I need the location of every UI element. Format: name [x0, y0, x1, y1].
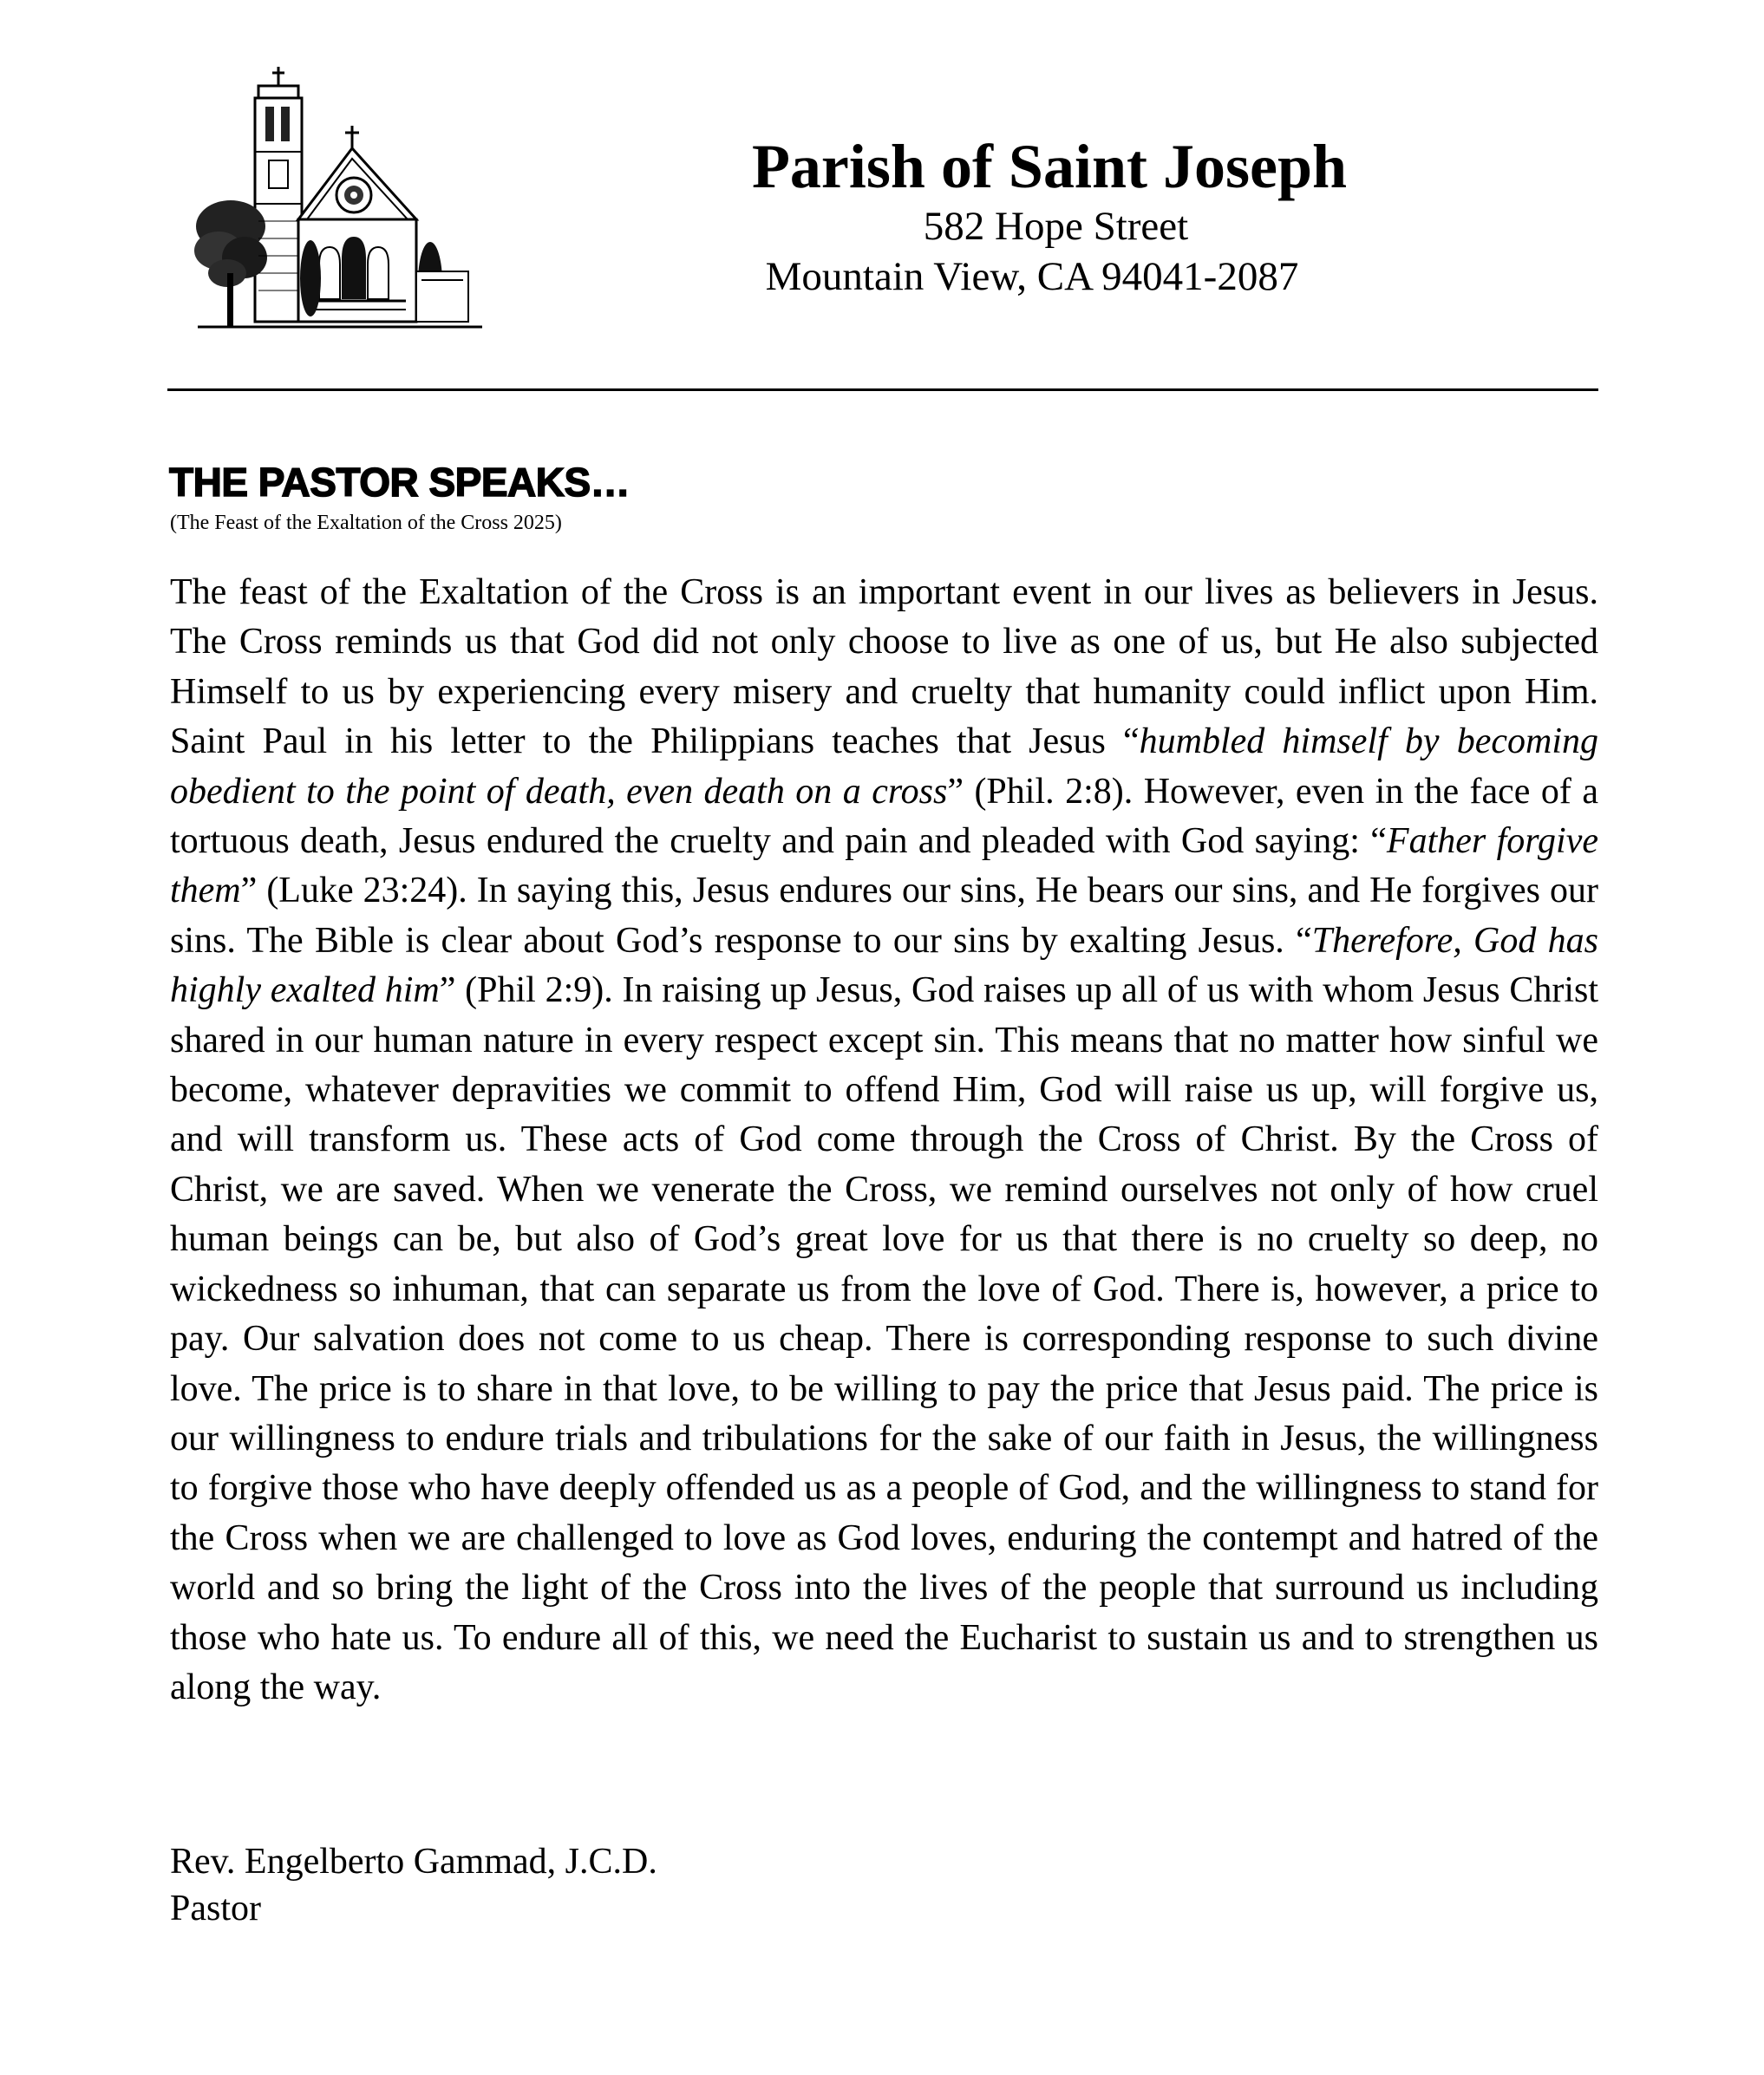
article-text-3: ” (Luke 23:24). In saying this, Jesus endures our sins, He bears our sins, and He forgives our sins. The Bible is clear about God’s response to our sins by exalting Jesus. “ [170, 871, 1598, 961]
parish-header [676, 132, 1422, 302]
header-divider [167, 388, 1598, 391]
section-title: THE PASTOR SPEAKS… [169, 460, 630, 505]
article-text-4: ” (Phil 2:9). In raising up Jesus, God raises up all of us with whom Jesus Christ shared in our human nature in every respect except sin. This means that no matter how sinful we become, whatever depravities we commit to offend Him, God will raise us up, will forgive us, and will transform us. These acts of God come through the Cross of Christ. By the Cross of Christ, we are saved. When we venerate the Cross, we remind ourselves not only of how cruel human beings can be, but also of God’s great love for us that there is no cruelty so deep, no wickedness so inhuman, that can separate us from the love of God. There is, however, a price to pay. Our salvation does not come to us cheap. There is corresponding response to such divine love. The price is to share in that love, to be willing to pay the price that Jesus paid. The price is our willingness to endure trials and tribulations for the sake of our faith in Jesus, the willingness to forgive those who have deeply offended us as a people of God, and the willingness to stand for the Cross when we are challenged to love as God loves, enduring the contempt and hatred of the world and so bring the light of the Cross into the lives of the people that surround us including those who hate us. To endure all of this, we need the Eucharist to sustain us and to strengthen us along the way. [170, 970, 1598, 1707]
signature-title: Pastor [170, 1889, 261, 1928]
church-illustration-icon [189, 65, 488, 338]
article-text-2: ” (Phil. 2:8). However, even in the face of a tortuous death, Jesus endured the cruelty and pain and pleaded with God saying: “ [170, 771, 1598, 862]
article-quote-1: humbled himself by becoming obedient to the point of death, even death on a cross [170, 721, 1599, 812]
article-quote-3: Therefore, God has highly exalted him [170, 920, 1599, 1011]
signature-name: Rev. Engelberto Gammad, J.C.D. [170, 1842, 657, 1882]
address-city: Mountain View, CA 94041-2087 [765, 254, 1299, 299]
article-text-1: The feast of the Exaltation of the Cross is an important event in our lives as believers in Jesus. The Cross reminds us that God did not only choose to live as one of us, but He also subjected Himself to us by experiencing every misery and cruelty that humanity could inflict upon Him. Saint Paul in his letter to the Philippians teaches that Jesus “ [170, 572, 1598, 762]
signature-block [170, 1838, 657, 1932]
parish-name: Parish of Saint Joseph [751, 132, 1348, 201]
article-body [170, 568, 1598, 1713]
article-quote-2: Father forgive them [170, 821, 1599, 911]
address-street: 582 Hope Street [923, 204, 1189, 249]
section-subtitle: (The Feast of the Exaltation of the Cross 2025) [170, 512, 562, 534]
